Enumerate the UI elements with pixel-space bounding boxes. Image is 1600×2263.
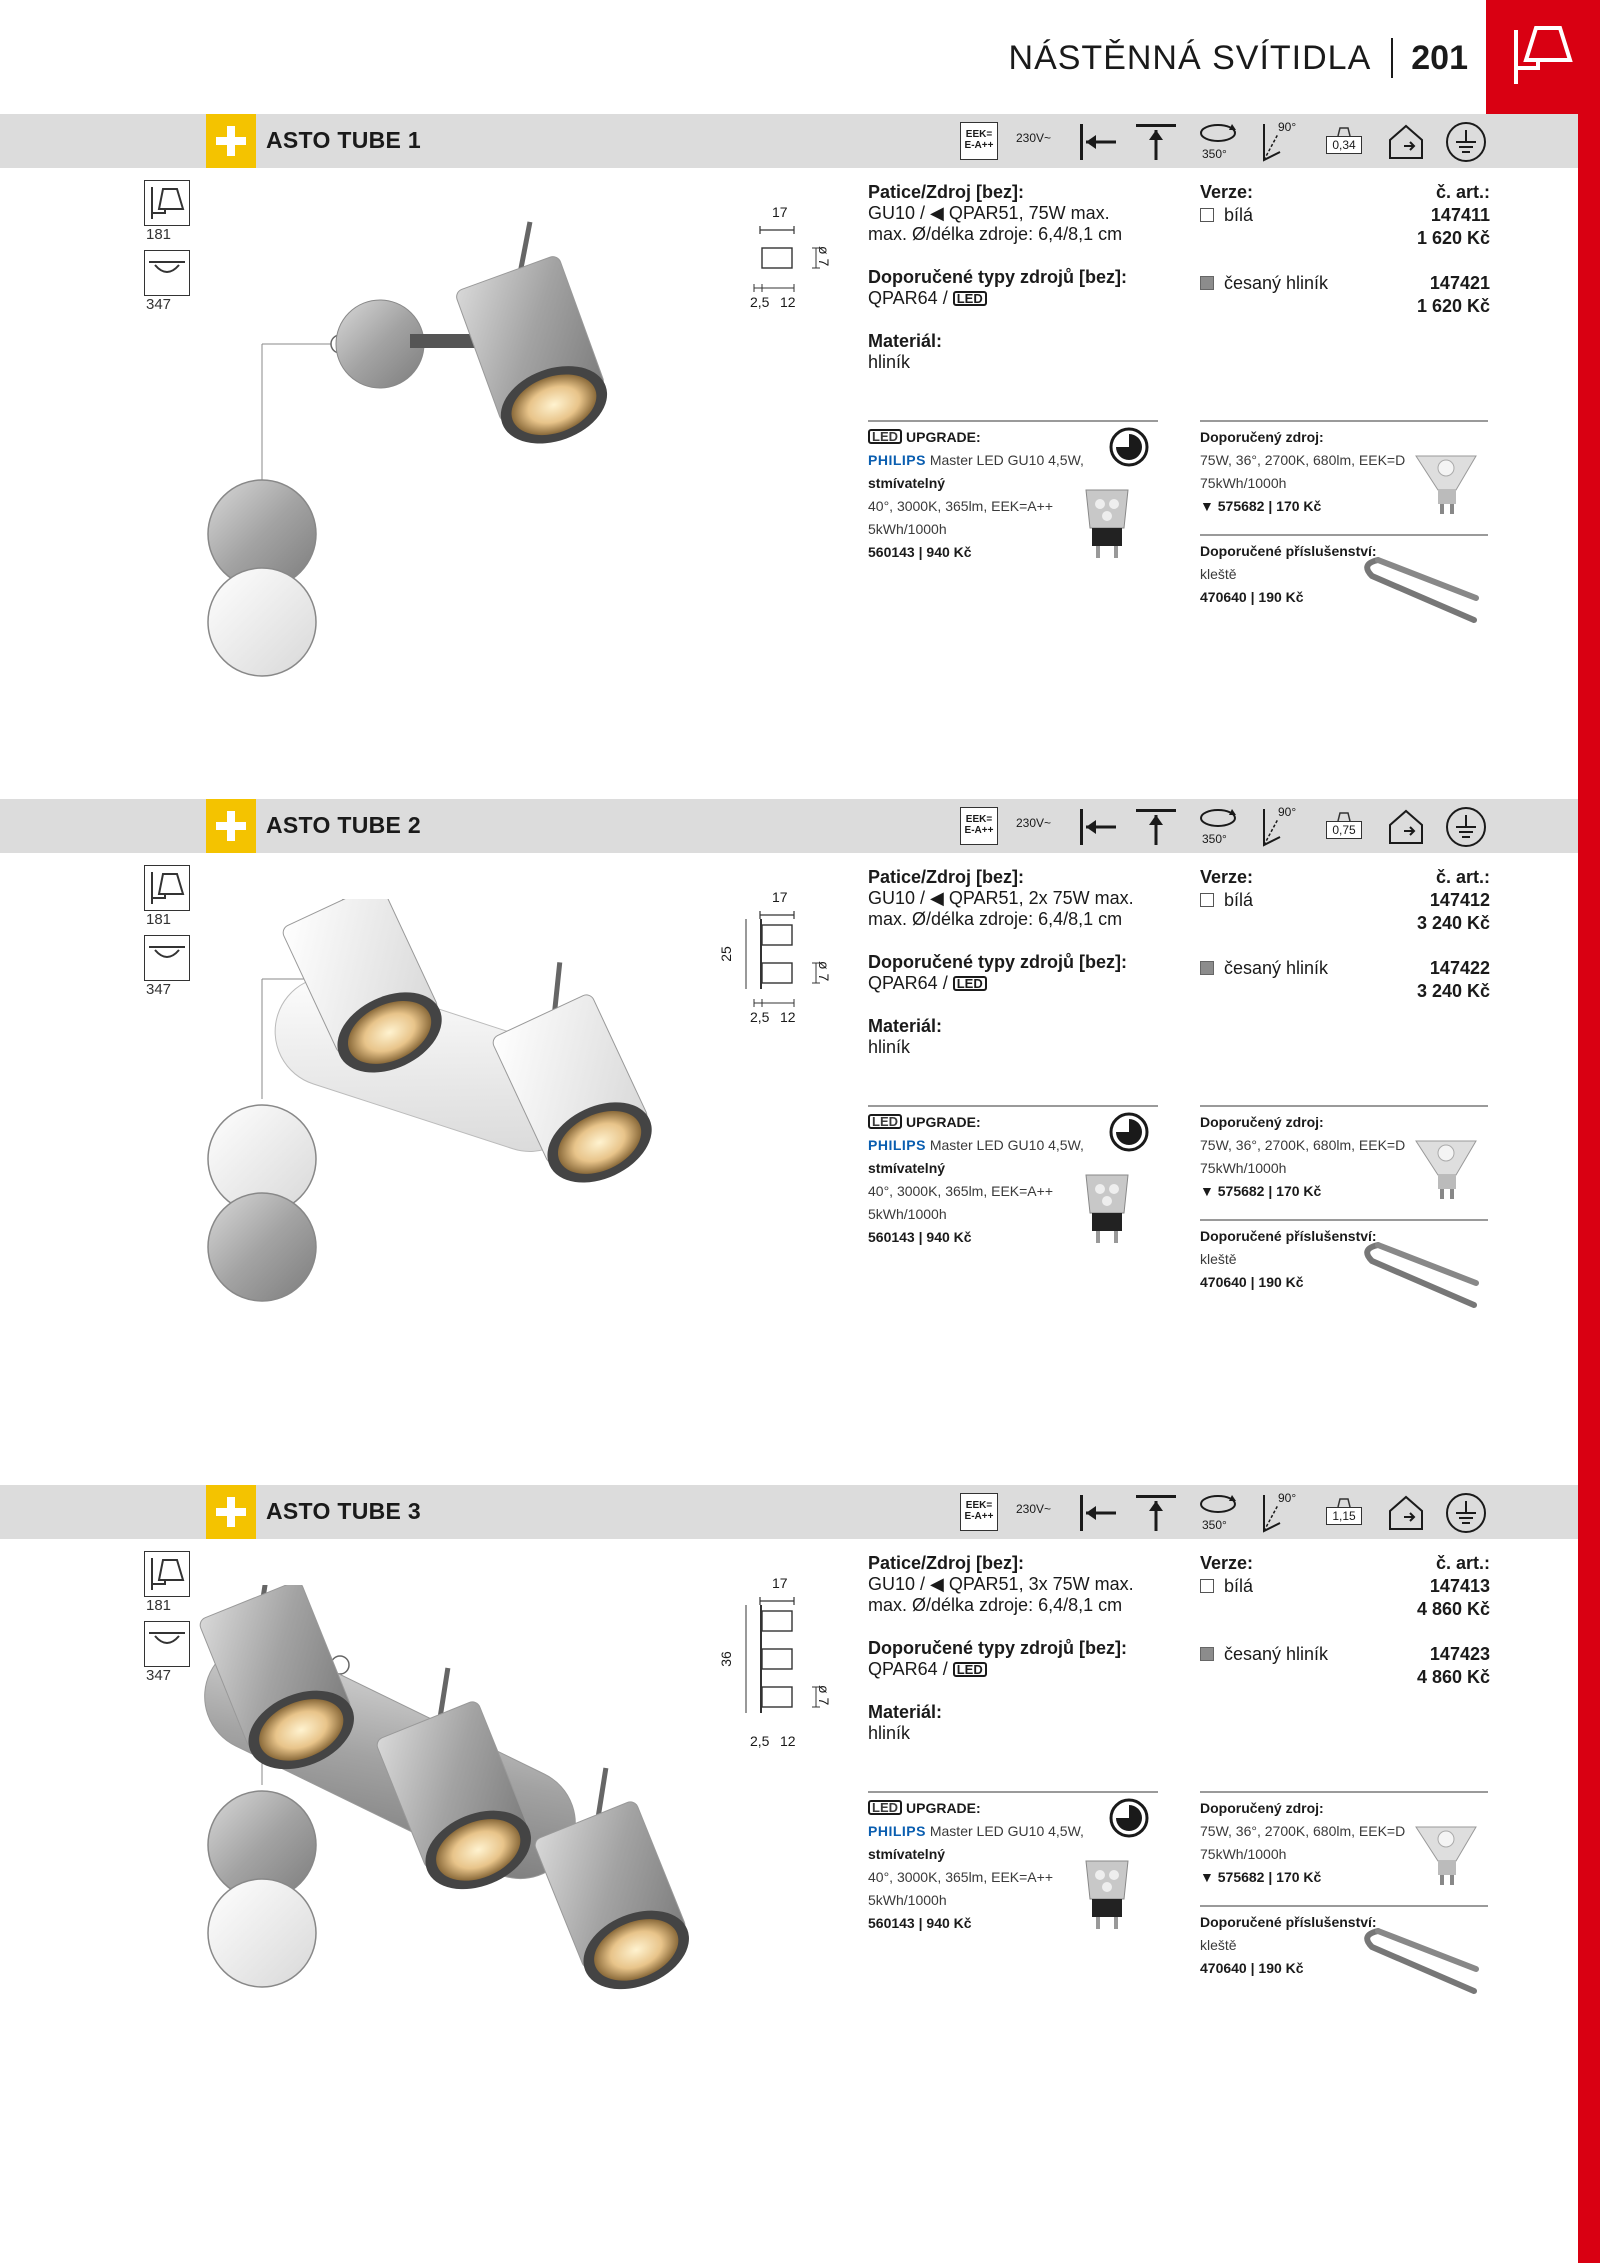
- indoor-use-icon: [1384, 805, 1428, 849]
- source-box-rule: [1200, 1791, 1488, 1793]
- pliers-image: [1358, 1225, 1488, 1311]
- philips-logo: PHILIPS: [868, 1137, 926, 1153]
- article-label: č. art.:: [1435, 867, 1490, 887]
- price-white: 1 620 Kč: [1416, 228, 1490, 248]
- philips-logo: PHILIPS: [868, 1823, 926, 1839]
- accessory-line-1: kleště: [1200, 1251, 1237, 1267]
- recommended-accessories-label: Doporučené příslušenství:: [1200, 1228, 1377, 1244]
- led-line-3: 40°, 3000K, 365lm, EEK=A++: [868, 1869, 1054, 1885]
- side-number: 347: [146, 981, 172, 998]
- rotation-value: 350°: [1202, 147, 1227, 161]
- ceiling-mount-icon: [1134, 1493, 1178, 1533]
- led-line-2: stmívatelný: [868, 475, 946, 491]
- rec-src-line-3: ▼ 575682 | 170 Kč: [1200, 1183, 1322, 1199]
- voltage-label: 230V~: [1016, 1502, 1052, 1516]
- version-label: Verze:: [1200, 1553, 1254, 1573]
- dimension-width: 17: [772, 204, 788, 220]
- indoor-use-icon: [1384, 1491, 1428, 1535]
- source-line-2: max. Ø/délka zdroje: 6,4/8,1 cm: [868, 224, 1123, 244]
- material-value: hliník: [868, 352, 911, 372]
- dimension-diameter: ø 7: [816, 1685, 832, 1706]
- accessory-line-1: kleště: [1200, 566, 1237, 582]
- led-line-3: 40°, 3000K, 365lm, EEK=A++: [868, 498, 1054, 514]
- dimmable-icon: [1108, 426, 1150, 468]
- page-number: 201: [1411, 38, 1468, 77]
- led-upgrade-box: [868, 426, 1158, 564]
- price-white: 3 240 Kč: [1416, 913, 1490, 933]
- dimension-depth: 12: [780, 1009, 796, 1025]
- accessory-box-rule: [1200, 1219, 1488, 1221]
- wall-lamp-icon: [144, 865, 190, 911]
- dimension-height: 36: [717, 1651, 734, 1667]
- source-box-rule: [1200, 1105, 1488, 1107]
- dimension-offset: 2,5: [750, 1009, 770, 1025]
- rotation-value: 350°: [1202, 832, 1227, 846]
- philips-logo: PHILIPS: [868, 452, 926, 468]
- article-white: 147412: [1429, 890, 1490, 910]
- recommended-types-value: QPAR64 /: [868, 1659, 948, 1679]
- energy-class-icon: EEK= E-A++: [960, 1493, 998, 1531]
- ceiling-lamp-icon: [144, 1621, 190, 1667]
- protection-class-icon: [1444, 805, 1488, 849]
- material-label: Materiál:: [868, 1016, 943, 1036]
- dimension-depth: 12: [780, 294, 796, 310]
- led-box-rule: [868, 1105, 1158, 1107]
- led-upgrade-label: UPGRADE:: [906, 429, 981, 445]
- tilt-value: 90°: [1278, 805, 1297, 819]
- led-icon: LED: [953, 291, 987, 306]
- side-number: 181: [146, 226, 172, 243]
- accessory-line-1: kleště: [1200, 1937, 1237, 1953]
- led-icon: LED: [953, 976, 987, 991]
- rec-src-line-1: 75W, 36°, 2700K, 680lm, EEK=D: [1200, 452, 1406, 468]
- version-aluminium: česaný hliník: [1224, 1644, 1329, 1664]
- led-icon: LED: [868, 1800, 902, 1815]
- version-aluminium: česaný hliník: [1224, 958, 1329, 978]
- page-edge-stripe: [1578, 0, 1600, 2263]
- product-photo: [190, 1585, 870, 2145]
- led-icon: LED: [868, 1114, 902, 1129]
- rec-src-line-3: ▼ 575682 | 170 Kč: [1200, 1869, 1322, 1885]
- version-label: Verze:: [1200, 867, 1254, 887]
- rec-src-line-2: 75kWh/1000h: [1200, 1160, 1287, 1176]
- product-bar: [0, 1485, 1578, 1539]
- led-upgrade-label: UPGRADE:: [906, 1800, 981, 1816]
- dimension-height: 25: [717, 946, 734, 962]
- wall-mount-icon: [1076, 807, 1120, 847]
- page-header: [1009, 34, 1468, 82]
- source-label: Patice/Zdroj [bez]:: [868, 1553, 1025, 1573]
- color-swatch-aluminium: [1200, 1647, 1214, 1661]
- weight-value: 0,34: [1326, 136, 1362, 154]
- led-upgrade-box: [868, 1111, 1158, 1249]
- led-line-1: Master LED GU10 4,5W,: [929, 1137, 1084, 1153]
- article-white: 147411: [1430, 205, 1490, 225]
- plus-icon: [216, 1497, 246, 1527]
- ceiling-mount-icon: [1134, 122, 1178, 162]
- accessory-line-2: 470640 | 190 Kč: [1200, 1960, 1304, 1976]
- material-value: hliník: [868, 1723, 911, 1743]
- rec-src-line-1: 75W, 36°, 2700K, 680lm, EEK=D: [1200, 1137, 1406, 1153]
- led-icon: LED: [953, 1662, 987, 1677]
- accessories-box: [1200, 1911, 1488, 1980]
- recommended-types-value: QPAR64 /: [868, 973, 948, 993]
- halogen-bulb-image: [1410, 1131, 1486, 1207]
- recommended-types-label: Doporučené typy zdrojů [bez]:: [868, 267, 1128, 287]
- source-box-rule: [1200, 420, 1488, 422]
- led-line-5: 560143 | 940 Kč: [868, 1915, 972, 1931]
- ceiling-lamp-icon: [144, 250, 190, 296]
- product-photo: [190, 214, 870, 774]
- weight-icon: [1326, 126, 1362, 156]
- article-aluminium: 147423: [1429, 1644, 1490, 1664]
- recommended-source-label: Doporučený zdroj:: [1200, 429, 1324, 445]
- wall-mount-icon: [1076, 122, 1120, 162]
- source-label: Patice/Zdroj [bez]:: [868, 867, 1025, 887]
- material-label: Materiál:: [868, 1702, 943, 1722]
- led-line-4: 5kWh/1000h: [868, 521, 947, 537]
- product-asto-tube-1: [0, 114, 1578, 794]
- led-bulb-image: [1064, 482, 1148, 566]
- source-label: Patice/Zdroj [bez]:: [868, 182, 1025, 202]
- price-aluminium: 3 240 Kč: [1416, 981, 1490, 1001]
- rotation-icon: [1196, 1491, 1240, 1517]
- color-swatch-white: [1200, 893, 1214, 907]
- product-name: ASTO TUBE 3: [266, 1498, 421, 1524]
- dimmable-icon: [1108, 1111, 1150, 1153]
- dimension-offset: 2,5: [750, 1733, 770, 1749]
- recommended-source-label: Doporučený zdroj:: [1200, 1800, 1324, 1816]
- protection-class-icon: [1444, 1491, 1488, 1535]
- led-upgrade-box: [868, 1797, 1158, 1935]
- rec-src-line-2: 75kWh/1000h: [1200, 1846, 1287, 1862]
- accessory-line-2: 470640 | 190 Kč: [1200, 1274, 1304, 1290]
- article-aluminium: 147421: [1429, 273, 1490, 293]
- version-white: bílá: [1224, 890, 1254, 910]
- accessories-box: [1200, 540, 1488, 609]
- product-photo: [190, 899, 870, 1459]
- color-swatch-white: [1200, 208, 1214, 222]
- voltage-label: 230V~: [1016, 131, 1052, 145]
- side-number: 181: [146, 1597, 172, 1614]
- source-line-1: GU10 / ◀ QPAR51, 3x 75W max.: [868, 1574, 1134, 1594]
- side-number: 347: [146, 296, 172, 313]
- recommended-source-box: [1200, 1797, 1488, 1889]
- led-box-rule: [868, 420, 1158, 422]
- material-value: hliník: [868, 1037, 911, 1057]
- header-divider: [1391, 38, 1393, 78]
- product-bar: [0, 114, 1578, 168]
- led-line-5: 560143 | 940 Kč: [868, 1229, 972, 1245]
- led-line-2: stmívatelný: [868, 1846, 946, 1862]
- rotation-icon: [1196, 805, 1240, 831]
- accessory-box-rule: [1200, 534, 1488, 536]
- wall-lamp-icon: [144, 180, 190, 226]
- product-name: ASTO TUBE 2: [266, 812, 421, 838]
- dimension-diameter: ø 7: [816, 961, 832, 982]
- page-title: NÁSTĚNNÁ SVÍTIDLA: [1008, 38, 1372, 77]
- color-swatch-white: [1200, 1579, 1214, 1593]
- price-aluminium: 1 620 Kč: [1416, 296, 1490, 316]
- plus-badge: [206, 1485, 256, 1539]
- accessories-box: [1200, 1225, 1488, 1294]
- accessory-box-rule: [1200, 1905, 1488, 1907]
- version-aluminium: česaný hliník: [1224, 273, 1329, 293]
- recommended-source-box: [1200, 1111, 1488, 1203]
- source-line-2: max. Ø/délka zdroje: 6,4/8,1 cm: [868, 1595, 1123, 1615]
- weight-value: 1,15: [1326, 1507, 1362, 1525]
- led-bulb-image: [1064, 1853, 1148, 1937]
- dimension-width: 17: [772, 889, 788, 905]
- plus-icon: [216, 126, 246, 156]
- ceiling-lamp-icon: [144, 935, 190, 981]
- product-asto-tube-3: [0, 1485, 1578, 2165]
- wall-mount-icon: [1076, 1493, 1120, 1533]
- plus-icon: [216, 811, 246, 841]
- rotation-icon: [1196, 120, 1240, 146]
- halogen-bulb-image: [1410, 446, 1486, 522]
- article-aluminium: 147422: [1429, 958, 1490, 978]
- article-label: č. art.:: [1435, 1553, 1490, 1573]
- chapter-tab: [1486, 0, 1600, 114]
- side-number: 347: [146, 1667, 172, 1684]
- led-icon: LED: [868, 429, 902, 444]
- recommended-types-label: Doporučené typy zdrojů [bez]:: [868, 1638, 1128, 1658]
- led-line-4: 5kWh/1000h: [868, 1206, 947, 1222]
- led-line-2: stmívatelný: [868, 1160, 946, 1176]
- recommended-source-box: [1200, 426, 1488, 518]
- source-line-1: GU10 / ◀ QPAR51, 75W max.: [868, 203, 1110, 223]
- tilt-value: 90°: [1278, 120, 1297, 134]
- led-bulb-image: [1064, 1167, 1148, 1251]
- source-line-1: GU10 / ◀ QPAR51, 2x 75W max.: [868, 888, 1134, 908]
- led-line-3: 40°, 3000K, 365lm, EEK=A++: [868, 1183, 1054, 1199]
- dimension-depth: 12: [780, 1733, 796, 1749]
- color-swatch-aluminium: [1200, 276, 1214, 290]
- led-upgrade-label: UPGRADE:: [906, 1114, 981, 1130]
- version-white: bílá: [1224, 205, 1254, 225]
- indoor-use-icon: [1384, 120, 1428, 164]
- recommended-types-value: QPAR64 /: [868, 288, 948, 308]
- article-white: 147413: [1429, 1576, 1490, 1596]
- ceiling-mount-icon: [1134, 807, 1178, 847]
- recommended-source-label: Doporučený zdroj:: [1200, 1114, 1324, 1130]
- plus-badge: [206, 799, 256, 853]
- wall-lamp-icon: [144, 1551, 190, 1597]
- material-label: Materiál:: [868, 331, 943, 351]
- product-name: ASTO TUBE 1: [266, 127, 421, 153]
- dimmable-icon: [1108, 1797, 1150, 1839]
- led-line-1: Master LED GU10 4,5W,: [929, 1823, 1084, 1839]
- rotation-value: 350°: [1202, 1518, 1227, 1532]
- rec-src-line-3: ▼ 575682 | 170 Kč: [1200, 498, 1322, 514]
- recommended-accessories-label: Doporučené příslušenství:: [1200, 1914, 1377, 1930]
- side-number: 181: [146, 911, 172, 928]
- rec-src-line-2: 75kWh/1000h: [1200, 475, 1287, 491]
- protection-class-icon: [1444, 120, 1488, 164]
- accessory-line-2: 470640 | 190 Kč: [1200, 589, 1304, 605]
- dimension-width: 17: [772, 1575, 788, 1591]
- weight-value: 0,75: [1326, 821, 1362, 839]
- plus-badge: [206, 114, 256, 168]
- pliers-image: [1358, 540, 1488, 626]
- article-label: č. art.:: [1435, 182, 1490, 202]
- led-line-1: Master LED GU10 4,5W,: [929, 452, 1084, 468]
- energy-class-icon: EEK= E-A++: [960, 807, 998, 845]
- dimension-offset: 2,5: [750, 294, 770, 310]
- voltage-label: 230V~: [1016, 816, 1052, 830]
- halogen-bulb-image: [1410, 1817, 1486, 1893]
- source-line-2: max. Ø/délka zdroje: 6,4/8,1 cm: [868, 909, 1123, 929]
- led-line-5: 560143 | 940 Kč: [868, 544, 972, 560]
- version-white: bílá: [1224, 1576, 1254, 1596]
- wall-lamp-icon: [1508, 20, 1580, 92]
- led-line-4: 5kWh/1000h: [868, 1892, 947, 1908]
- recommended-accessories-label: Doporučené příslušenství:: [1200, 543, 1377, 559]
- pliers-image: [1358, 1911, 1488, 1997]
- tilt-value: 90°: [1278, 1491, 1297, 1505]
- color-swatch-aluminium: [1200, 961, 1214, 975]
- product-bar: [0, 799, 1578, 853]
- version-label: Verze:: [1200, 182, 1254, 202]
- led-box-rule: [868, 1791, 1158, 1793]
- weight-icon: [1326, 811, 1362, 841]
- rec-src-line-1: 75W, 36°, 2700K, 680lm, EEK=D: [1200, 1823, 1406, 1839]
- price-white: 4 860 Kč: [1416, 1599, 1490, 1619]
- energy-class-icon: EEK= E-A++: [960, 122, 998, 160]
- price-aluminium: 4 860 Kč: [1416, 1667, 1490, 1687]
- product-asto-tube-2: [0, 799, 1578, 1479]
- dimension-diameter: ø 7: [816, 246, 832, 267]
- recommended-types-label: Doporučené typy zdrojů [bez]:: [868, 952, 1128, 972]
- weight-icon: [1326, 1497, 1362, 1527]
